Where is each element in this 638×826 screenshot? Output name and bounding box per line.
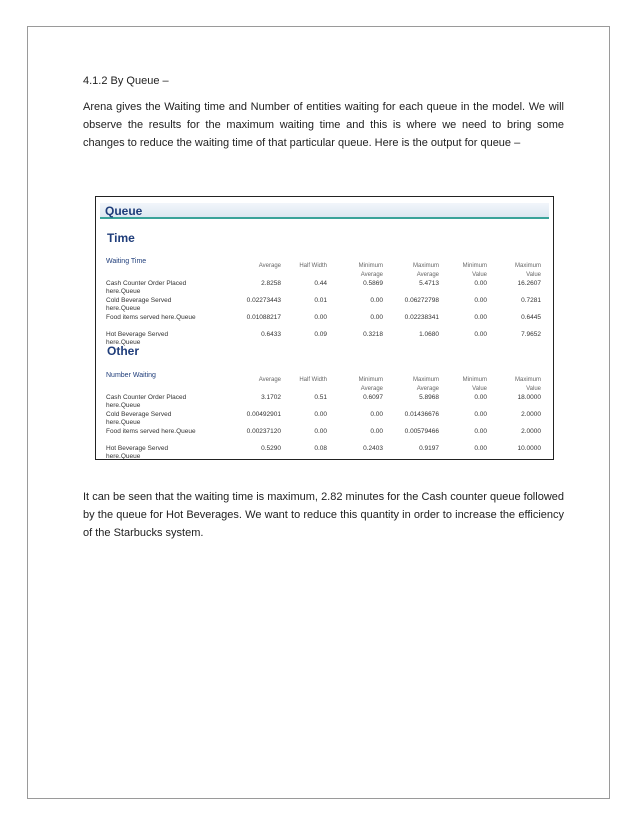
table-row (106, 330, 554, 347)
row-value: 2.8258 (261, 280, 281, 287)
table-row (106, 393, 554, 410)
queue-header-bar (100, 203, 549, 219)
row-value: 0.6445 (521, 314, 541, 321)
row-value: 0.5290 (261, 445, 281, 452)
column-header: Minimum Average (358, 377, 383, 392)
row-value: 0.00 (474, 394, 487, 401)
column-header: Maximum Value (514, 263, 541, 278)
row-value: 0.00237120 (246, 428, 281, 435)
row-value: 0.00 (370, 297, 383, 304)
table-row (106, 410, 554, 427)
arena-queue-report (95, 196, 554, 460)
waiting-time-table (106, 255, 554, 347)
row-name: Food items served here.Queue (106, 428, 196, 435)
row-value: 2.0000 (521, 411, 541, 418)
row-value: 0.9197 (419, 445, 439, 452)
row-value: 0.6097 (363, 394, 383, 401)
column-header: Average (258, 377, 281, 383)
row-name: Cold Beverage Served here.Queue (106, 297, 172, 312)
column-header: Half Width (299, 377, 327, 383)
row-value: 0.06272798 (404, 297, 439, 304)
row-value: 1.0680 (419, 331, 439, 338)
row-value: 10.0000 (517, 445, 541, 452)
column-header: Maximum Average (412, 263, 439, 278)
row-value: 0.00 (370, 428, 383, 435)
row-value: 0.00 (474, 445, 487, 452)
table-header (106, 369, 554, 393)
column-header: Minimum Average (358, 263, 383, 278)
table-label: Number Waiting (106, 372, 156, 379)
column-header: Maximum Value (514, 377, 541, 392)
row-value: 0.00 (474, 331, 487, 338)
row-value: 0.01088217 (246, 314, 281, 321)
row-value: 0.01436676 (404, 411, 439, 418)
row-value: 0.02238341 (404, 314, 439, 321)
row-value: 0.00 (474, 280, 487, 287)
column-header: Maximum Average (412, 377, 439, 392)
row-value: 0.00 (474, 411, 487, 418)
row-name: Hot Beverage Served here.Queue (106, 445, 169, 460)
row-value: 0.51 (314, 394, 327, 401)
column-header: Minimum Value (462, 377, 487, 392)
row-value: 0.00 (314, 428, 327, 435)
column-header: Minimum Value (462, 263, 487, 278)
row-name: Cold Beverage Served here.Queue (106, 411, 172, 426)
row-value: 0.00492901 (246, 411, 281, 418)
table-label: Waiting Time (106, 258, 147, 265)
row-name: Cash Counter Order Placed here.Queue (106, 280, 187, 295)
row-value: 0.00 (314, 411, 327, 418)
row-value: 0.5869 (363, 280, 383, 287)
row-value: 0.00 (474, 314, 487, 321)
row-value: 0.44 (314, 280, 327, 287)
section-title-time: Time (107, 231, 135, 245)
row-value: 0.08 (314, 445, 327, 452)
table-row (106, 444, 554, 460)
column-header: Half Width (299, 263, 327, 269)
table-row (106, 279, 554, 296)
row-value: 5.8968 (419, 394, 439, 401)
table-row (106, 313, 554, 330)
row-value: 0.2403 (363, 445, 383, 452)
row-value: 0.01 (314, 297, 327, 304)
row-name: Hot Beverage Served here.Queue (106, 331, 169, 346)
table-header (106, 255, 554, 279)
row-value: 0.00 (474, 297, 487, 304)
row-value: 0.00 (314, 314, 327, 321)
conclusion-paragraph: It can be seen that the waiting time is maximum, 2.82 minutes for the Cash counter queue followed by the queue for Hot Beverages. We want to reduce this quantity in order to increase the efficiency of the Starbucks system. (83, 491, 564, 539)
row-name: Food items served here.Queue (106, 314, 196, 321)
row-value: 0.7281 (521, 297, 541, 304)
row-value: 2.0000 (521, 428, 541, 435)
row-name: Cash Counter Order Placed here.Queue (106, 394, 187, 409)
row-value: 0.00 (370, 411, 383, 418)
row-value: 3.1702 (261, 394, 281, 401)
table-row (106, 427, 554, 444)
row-value: 0.09 (314, 331, 327, 338)
row-value: 0.02273443 (246, 297, 281, 304)
row-value: 0.3218 (363, 331, 383, 338)
report-title: Queue (105, 204, 143, 218)
row-value: 5.4713 (419, 280, 439, 287)
section-heading: 4.1.2 By Queue – (83, 75, 169, 87)
row-value: 0.00 (370, 314, 383, 321)
intro-paragraph: Arena gives the Waiting time and Number of entities waiting for each queue in the model. We will observe the results for the maximum waiting time and this is where we need to bring some changes to reduce the waiting time of that particular queue. Here is the output for queue – (83, 101, 564, 149)
column-header: Average (258, 263, 281, 269)
row-value: 16.2607 (517, 280, 541, 287)
section-title-other: Other (107, 344, 140, 358)
row-value: 0.00579466 (404, 428, 439, 435)
number-waiting-table (106, 369, 554, 460)
row-value: 0.00 (474, 428, 487, 435)
row-value: 18.0000 (517, 394, 541, 401)
row-value: 0.6433 (261, 331, 281, 338)
row-value: 7.9652 (521, 331, 541, 338)
table-row (106, 296, 554, 313)
